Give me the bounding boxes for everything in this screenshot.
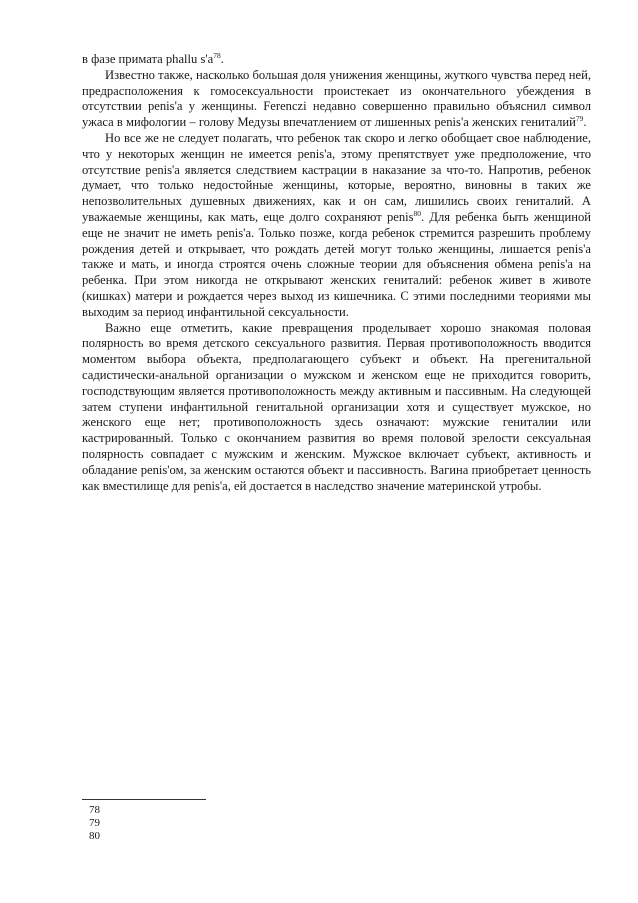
text-fragment: . bbox=[220, 52, 224, 66]
footnote-ref-80[interactable]: 80 bbox=[413, 208, 422, 218]
footnote-ref-78[interactable]: 78 bbox=[213, 51, 221, 60]
footnote-number: 79 bbox=[89, 817, 100, 829]
footnotes bbox=[89, 804, 100, 843]
text-fragment: Известно также, насколько большая доля унижения женщины, жуткого чувства перед ней, предрасположения к гомосексуальности проистекает из окончательного убеждения в отсутствии penis'a у женщины. Ferenczi недавно совершенно правильно объяснил символ ужаса в мифологии – голову Медузы впечатлением от лишенных penis'a женских гениталий bbox=[82, 67, 591, 130]
footnote-ref-79[interactable]: 79 bbox=[575, 114, 584, 124]
footnote-number: 80 bbox=[89, 830, 100, 842]
document-body bbox=[82, 52, 591, 494]
footnote-separator bbox=[82, 799, 206, 800]
text-fragment: . Для ребенка быть женщиной еще не значит не иметь penis'a. Только позже, когда ребенок стремится разрешить проблему рождения детей и открывает, что рождать детей могут только женщины, лишается penis'a также и мать, и иногда строятся очень сложные теории для объяснения обмена penis'a на ребенка. При этом никогда не открывают женских гениталий: ребенок живет в животе (кишках) матери и рождается через выход из кишечника. С этими последними теориями мы выходим за период инфантильной сексуальности. bbox=[82, 209, 591, 319]
text-fragment: в фазе примата phallu s'a bbox=[82, 52, 214, 66]
footnote-number: 78 bbox=[89, 804, 100, 816]
paragraph bbox=[82, 68, 591, 131]
text-fragment: Но все же не следует полагать, что ребенок так скоро и легко обобщает свое наблюдение, что у некоторых женщин не имеется penis'a, этому препятствует уже предположение, что отсутствие penis'a является следствием кастрации в наказание за что-то. Напротив, ребенок думает, что только недостойные женщины, которые, вероятно, виновны в таких же непозволительных душевных движениях, как и он сам, лишились своих гениталий. А уважаемые женщины, как мать, еще долго сохраняют penis bbox=[82, 130, 591, 224]
paragraph bbox=[82, 131, 591, 321]
text-line-continuation bbox=[82, 52, 591, 68]
paragraph: Важно еще отметить, какие превращения проделывает хорошо знакомая половая полярность во время детского сексуального развития. Первая противоположность вводится моментом выбора объекта, предполагающего субъект и объект. На прегенитальной садистически-анальной организации о мужском и женском еще не приходится говорить, господствующим является противоположность между активным и пассивным. На следующей затем ступени инфантильной генитальной организации хотя и существует мужское, но женского еще нет; противоположность здесь означают: мужские гениталии или кастрированный. Только с окончанием развития во время половой зрелости сексуальная полярность совпадает с мужским и женским. Мужское включает субъект, активность и обладание penis'ом, за женским остаются объект и пассивность. Вагина приобретает ценность как вместилище для penis'a, ей достается в наследство значение материнской утробы. bbox=[82, 320, 591, 493]
text-fragment: . bbox=[583, 115, 587, 130]
